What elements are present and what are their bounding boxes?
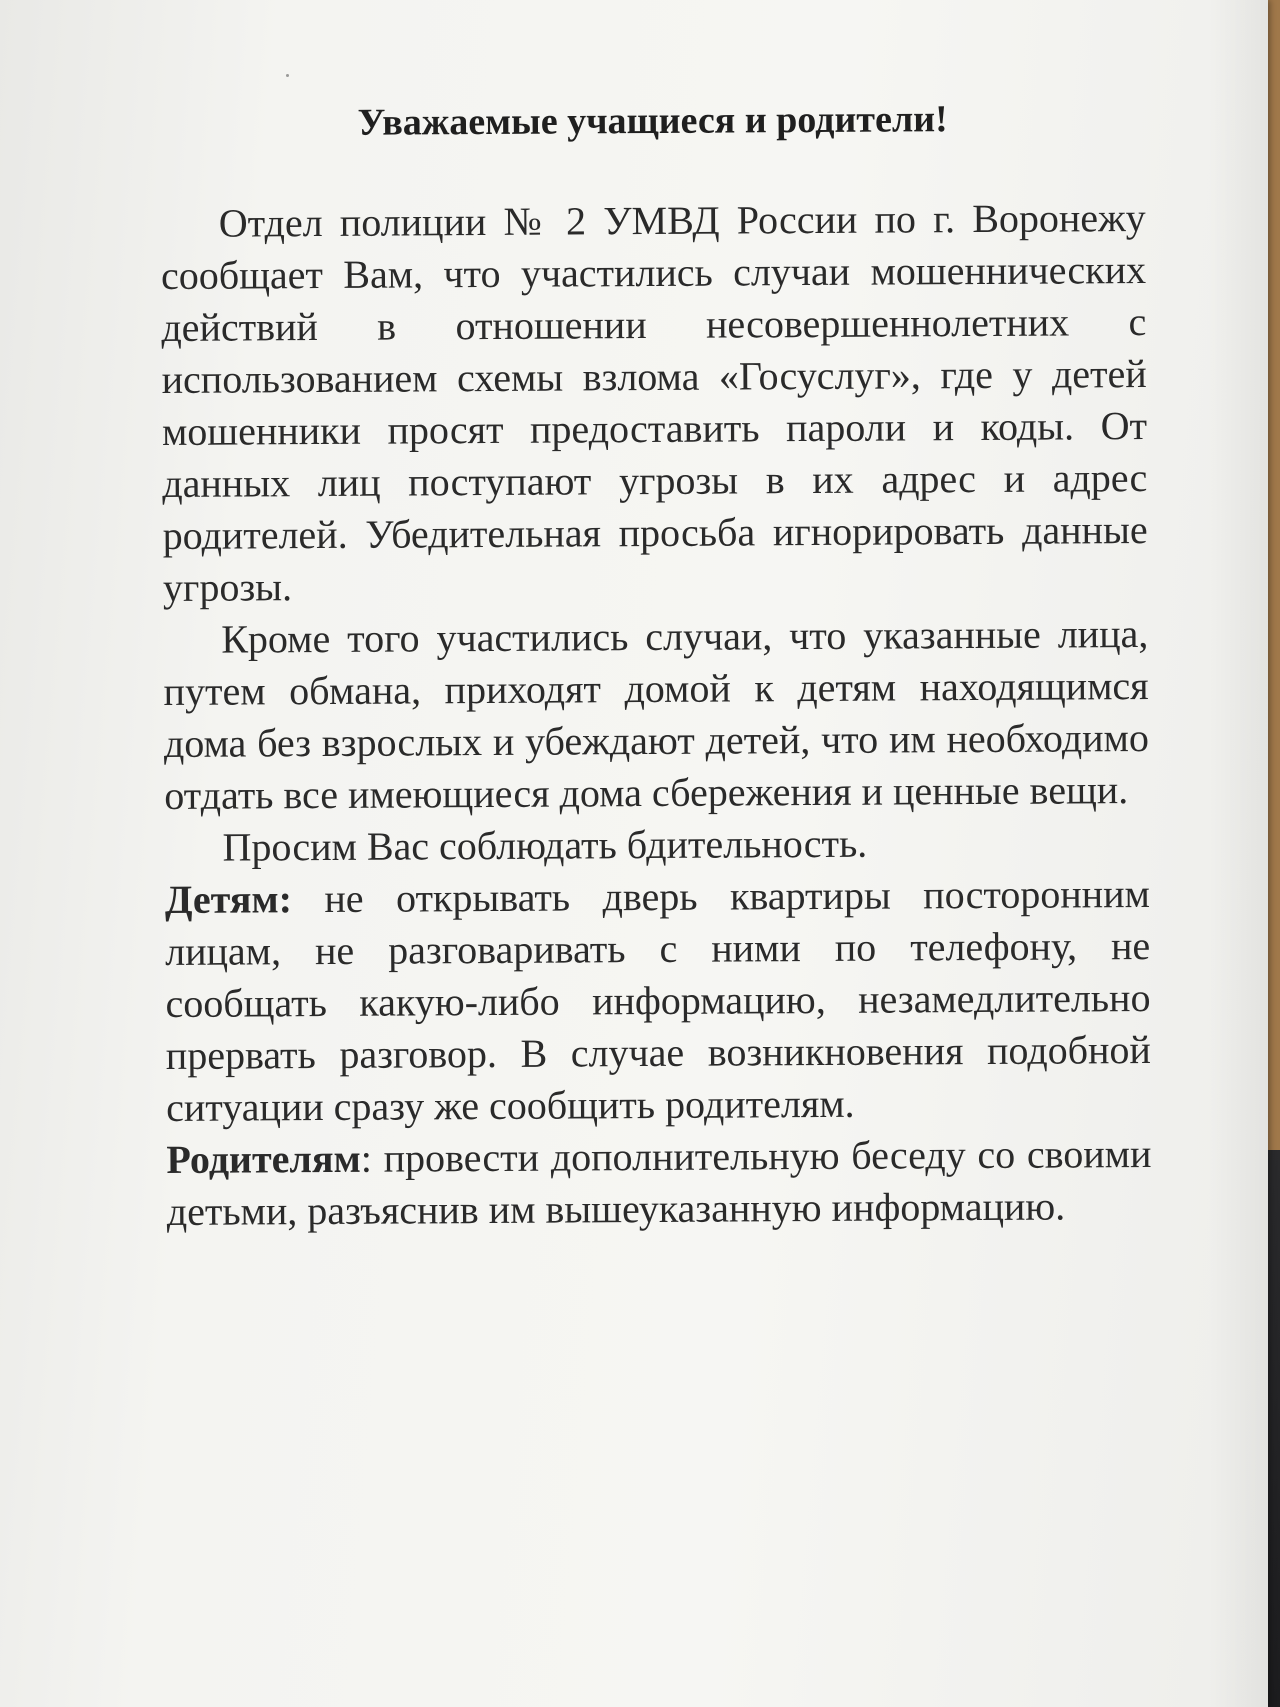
paper-speck — [286, 74, 289, 77]
parents-instructions-text: : провести дополнительную беседу со своими детьми, разъяснив им вышеуказанную информацию. — [166, 1130, 1152, 1234]
children-instructions-text: не открывать дверь квартиры посторонним лицам, не разговаривать с ними по телефону, не сообщать какую-либо информацию, незамедлительно прервать разговор. В случае возникновения подобной ситуации сразу же сообщить родителям. — [165, 870, 1151, 1130]
parents-label: Родителям — [166, 1135, 361, 1182]
notice-title: Уважаемые учащиеся и родители! — [357, 98, 948, 144]
children-instructions — [165, 868, 1152, 1134]
home-visit-paragraph: Кроме того участились случаи, что указанные лица, путем обмана, приходят домой к детям находящимся дома без взрослых и убеждают детей, что им необходимо отдать все имеющиеся дома сбережения и ценные вещи. — [163, 610, 1150, 818]
paper-edge-shading — [1208, 0, 1268, 1707]
vigilance-paragraph: Просим Вас соблюдать бдительность. — [222, 820, 868, 870]
police-warning-paragraph: Отдел полиции № 2 УМВД России по г. Воронежу сообщает Вам, что участились случаи мошеннических действий в отношении несовершеннолетних с использованием схемы взлома «Госуслуг», где у детей мошенники просят предоставить пароли и коды. От данных лиц поступают угрозы в их адрес и адрес родителей. Убедительная просьба игнорировать данные угрозы. — [160, 194, 1148, 610]
children-label: Детям: — [164, 875, 293, 922]
parents-instructions — [166, 1128, 1152, 1238]
notice-content — [160, 96, 1152, 1238]
